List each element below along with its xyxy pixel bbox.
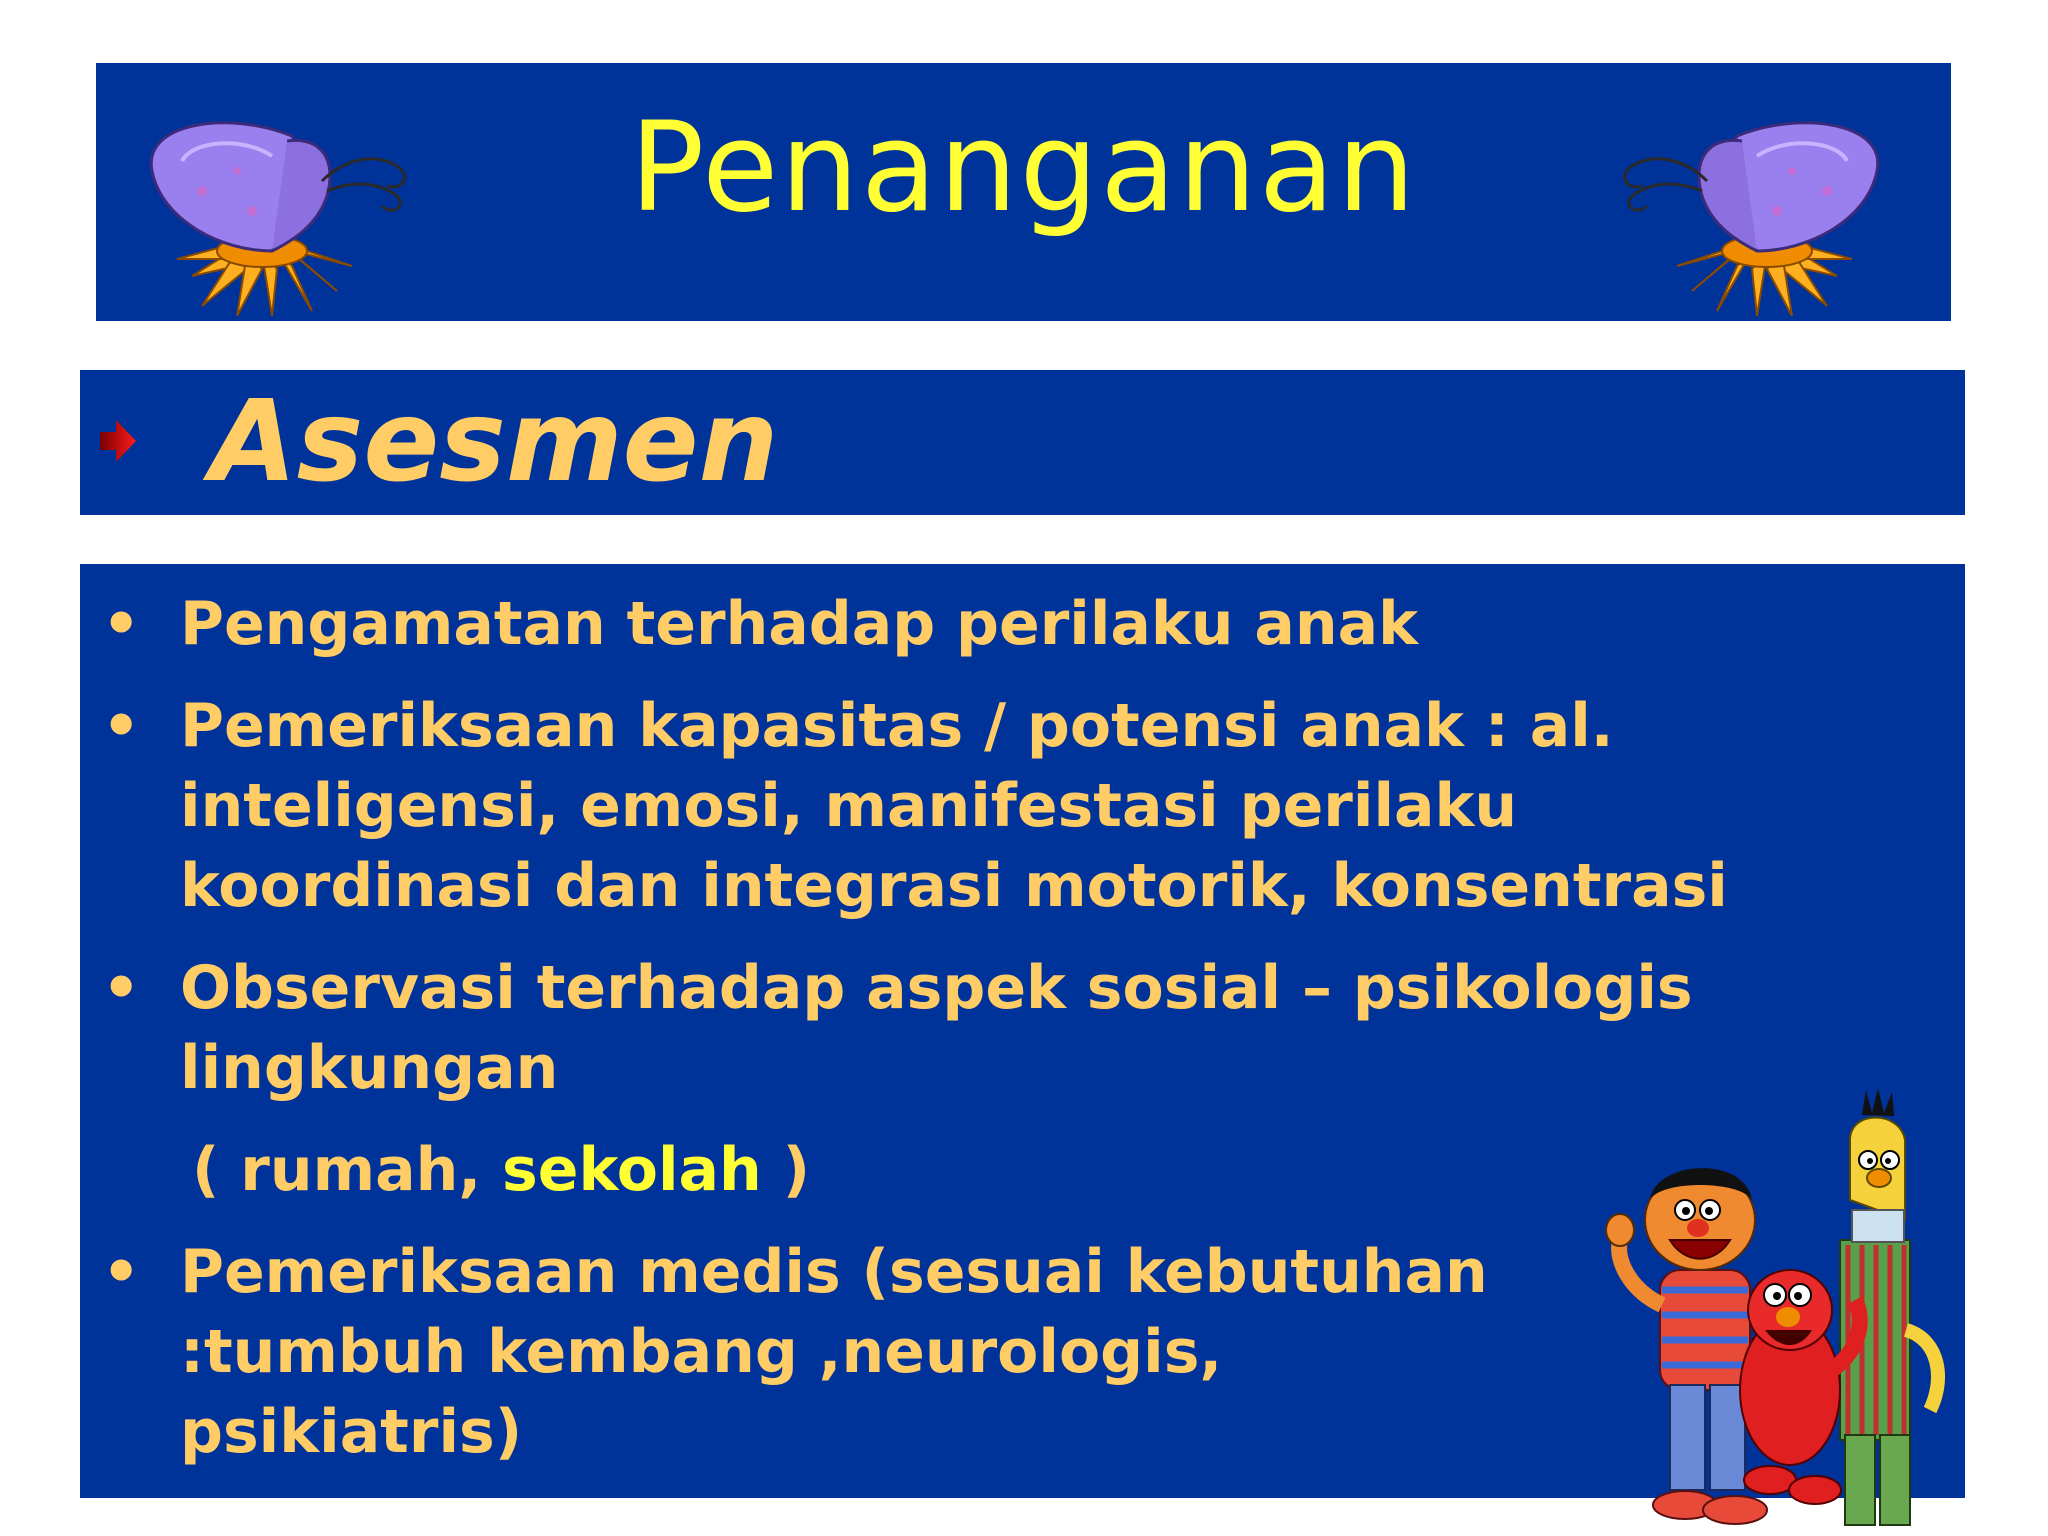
bullet-list bbox=[80, 584, 1840, 1494]
bullet-subline-suffix: ) bbox=[761, 1135, 811, 1205]
bullet-dot: • bbox=[102, 1237, 141, 1307]
bullet-text: Observasi terhadap aspek sosial – psikologis lingkungan bbox=[180, 953, 1693, 1103]
red-arrow-icon bbox=[100, 420, 136, 462]
list-item bbox=[80, 1232, 1840, 1472]
bullet-text: Pemeriksaan kapasitas / potensi anak : al. inteligensi, emosi, manifestasi perilaku koordinasi dan integrasi motorik, konsentrasi bbox=[180, 691, 1728, 921]
highlight-word: sekolah bbox=[502, 1135, 762, 1205]
section-title: Asesmen bbox=[210, 377, 779, 507]
muppet-characters-image bbox=[1600, 1080, 1970, 1536]
bullet-dot: • bbox=[102, 953, 141, 1023]
bullet-subline bbox=[180, 1130, 1840, 1210]
ernie-figure bbox=[1606, 1168, 1767, 1524]
bullet-text: Pemeriksaan medis (sesuai kebutuhan :tumbuh kembang ,neurologis, psikiatris) bbox=[180, 1237, 1488, 1467]
subtitle-banner bbox=[80, 370, 1965, 515]
bullet-dot: • bbox=[102, 691, 141, 761]
list-item bbox=[80, 948, 1840, 1210]
page-title: Penanganan bbox=[629, 96, 1418, 240]
list-item bbox=[80, 584, 1840, 664]
title-banner bbox=[96, 63, 1951, 321]
bullet-dot: • bbox=[102, 589, 141, 659]
bullet-subline-prefix: ( rumah, bbox=[192, 1135, 503, 1205]
list-item bbox=[80, 686, 1840, 926]
butterfly-flower-icon bbox=[1607, 101, 1907, 316]
bullet-text: Pengamatan terhadap perilaku anak bbox=[180, 589, 1418, 659]
